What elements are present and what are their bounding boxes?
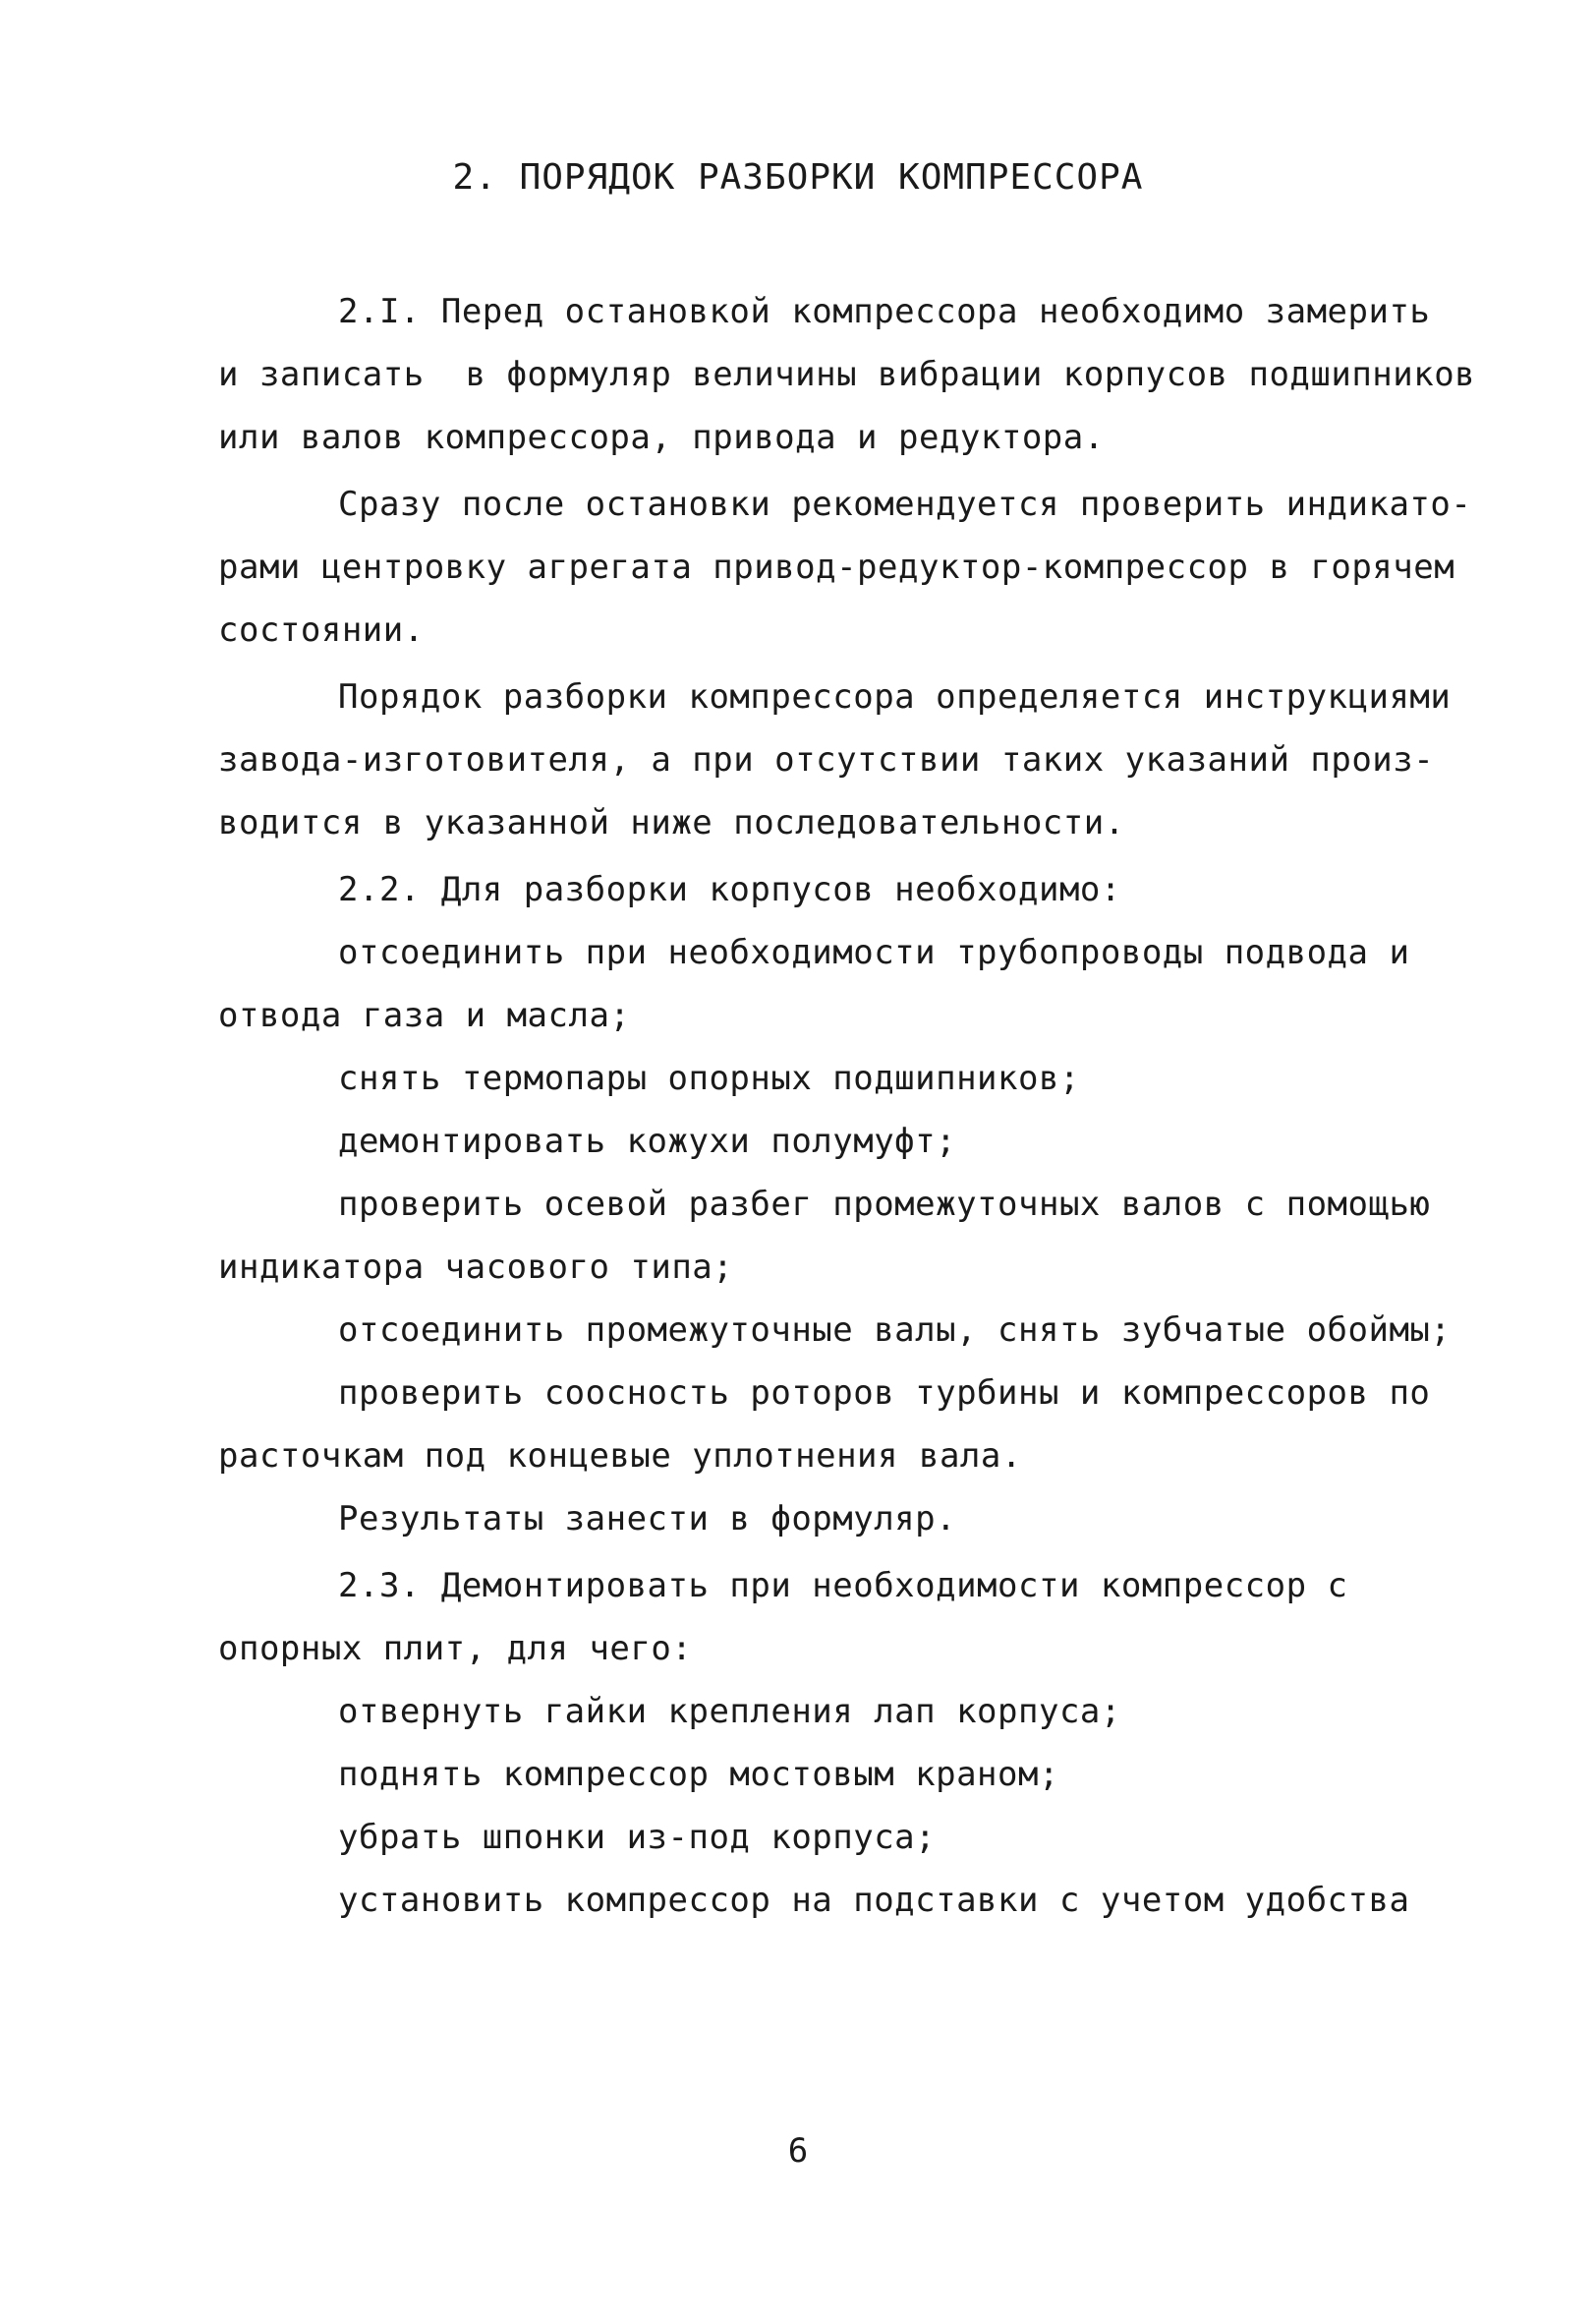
text-line: убрать шпонки из-под корпуса; [338, 1818, 937, 1857]
text-line: 2.I. Перед остановкой компрессора необходимо замерить [338, 292, 1431, 331]
text-line: Порядок разборки компрессора определяется инструкциями [338, 677, 1452, 717]
text-line: и записать в формуляр величины вибрации корпусов подшипников [218, 355, 1476, 394]
text-line: отсоединить промежуточные валы, снять зубчатые обоймы; [338, 1310, 1452, 1350]
document-body [218, 280, 1476, 1932]
text-line: рами центровку агрегата привод-редуктор-компрессор в горячем [218, 548, 1455, 587]
text-line: демонтировать кожухи полумуфт; [338, 1122, 957, 1161]
page-number: 6 [787, 2131, 809, 2171]
text-line: водится в указанной ниже последовательности. [218, 803, 1125, 842]
text-line: проверить соосность роторов турбины и компрессоров по [338, 1373, 1431, 1413]
text-line: отвернуть гайки крепления лап корпуса; [338, 1692, 1121, 1731]
text-line: проверить осевой разбег промежуточных валов с помощью [338, 1185, 1431, 1224]
text-line: установить компрессор на подставки с учетом удобства [338, 1881, 1410, 1920]
text-line: 2.3. Демонтировать при необходимости компрессор с [338, 1566, 1348, 1605]
text-line: 2.2. Для разборки корпусов необходимо: [338, 870, 1121, 909]
text-line: Сразу после остановки рекомендуется проверить индикато- [338, 485, 1472, 524]
text-line: опорных плит, для чего: [218, 1629, 693, 1668]
text-line: снять термопары опорных подшипников; [338, 1059, 1080, 1098]
text-line: или валов компрессора, привода и редуктора. [218, 418, 1105, 457]
text-line: расточкам под концевые уплотнения вала. [218, 1436, 1022, 1476]
text-line: состоянии. [218, 610, 425, 650]
text-line: поднять компрессор мостовым краном; [338, 1755, 1059, 1794]
text-line: отсоединить при необходимости трубопроводы подвода и [338, 933, 1410, 972]
text-line: отвода газа и масла; [218, 996, 631, 1035]
text-line: Результаты занести в формуляр. [338, 1499, 957, 1538]
text-line: завода-изготовителя, а при отсутствии таких указаний произ- [218, 740, 1435, 780]
text-line: индикатора часового типа; [218, 1248, 734, 1287]
section-title: 2. ПОРЯДОК РАЗБОРКИ КОМПРЕССОРА [452, 157, 1144, 198]
